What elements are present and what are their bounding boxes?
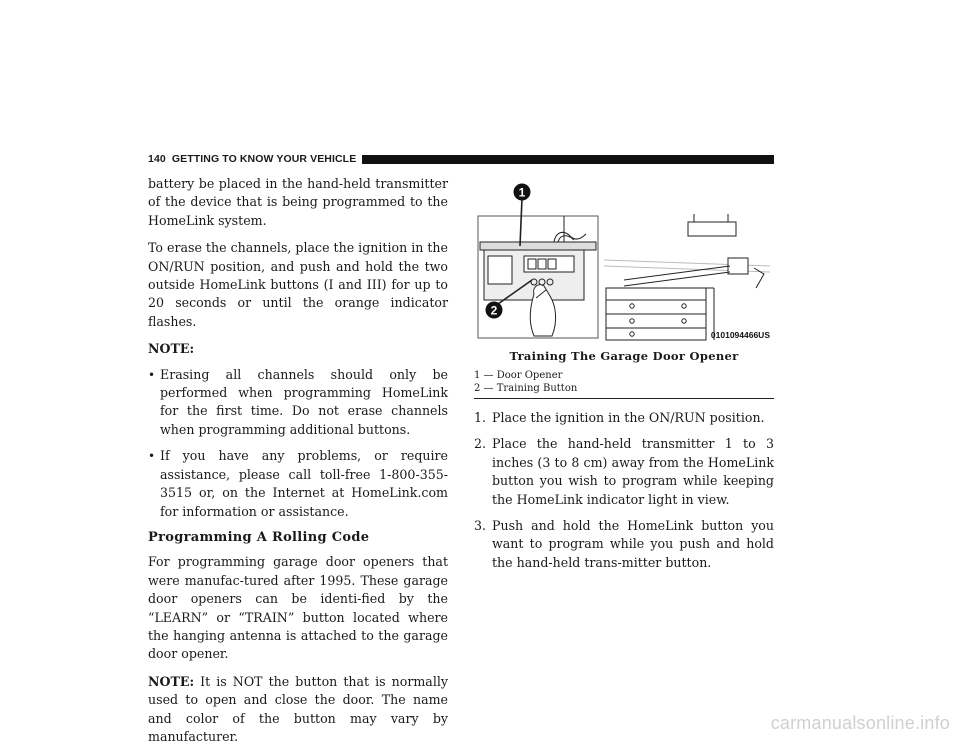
callout-1: 1 [518,185,526,200]
step-number: 1. [474,410,487,425]
note-text: It is NOT the button that is normally used to open and close the door. The name and color of the button may vary by manufacturer. [148,673,448,744]
step-item [474,517,774,572]
step-number: 3. [474,518,487,534]
paragraph-battery: battery be placed in the hand-held transmitter of the device that is being programmed to the HomeLink system. [148,176,448,228]
step-text: Place the hand-held transmitter 1 to 3 inches (3 to 8 cm) away from the HomeLink button you wish to program while keeping the HomeLink indicator light in view. [492,436,774,507]
paragraph-erase-channels: To erase the channels, place the ignition in the ON/RUN position, and push and hold the two outside HomeLink buttons (I and III) for up to 20 seconds or until the orange indicator flashes. [148,240,448,329]
note-label: NOTE: [148,673,195,689]
bullet-icon: • [148,367,156,382]
bullet-icon: • [148,449,156,464]
page-header-text [148,153,356,165]
page-header [148,153,774,165]
step-number: 2. [474,436,487,452]
header-rule [362,155,774,164]
step-text: Push and hold the HomeLink button you want to program while you push and hold the hand-held trans-mitter button. [492,518,774,570]
figure-image-id: 0101094466US [710,330,770,340]
footer-watermark[interactable]: carmanualsonline.info [770,713,950,733]
bullet-item [148,447,448,521]
figure-legend [474,370,774,399]
step-text: Place the ignition in the ON/RUN position. [492,410,765,425]
legend-item-door-opener: 1 — Door Opener [474,370,563,381]
programming-steps [474,409,774,580]
bullet-item [148,366,448,440]
step-item [474,435,774,509]
callout-2: 2 [490,303,498,318]
section-title: GETTING TO KNOW YOUR VEHICLE [171,153,357,165]
note-heading: NOTE: [148,341,195,357]
garage-door-opener-illustration [474,176,774,344]
bullet-text: Erasing all channels should only be performed when programming HomeLink for the first time. Do not erase channels when programming additional buttons. [160,366,448,437]
step-item [474,409,774,427]
illustration-drawing [474,176,774,344]
subheading-rolling-code: Programming A Rolling Code [148,529,370,545]
page-number: 140 [148,153,166,165]
legend-item-training-button: 2 — Training Button [474,382,578,394]
left-column [148,175,448,755]
paragraph-rolling-code: For programming garage door openers that were manufac-tured after 1995. These garage door openers can be identi-fied by the “LEARN” or “TRAIN” button located where the hanging antenna is attached to the garage door opener. [148,554,448,662]
paragraph-note [148,673,448,747]
bullet-text: If you have any problems, or require assistance, please call toll-free 1-800-355-3515 or, on the Internet at HomeLink.com for information or assistance. [160,448,448,519]
figure-caption: Training The Garage Door Opener [509,349,739,363]
